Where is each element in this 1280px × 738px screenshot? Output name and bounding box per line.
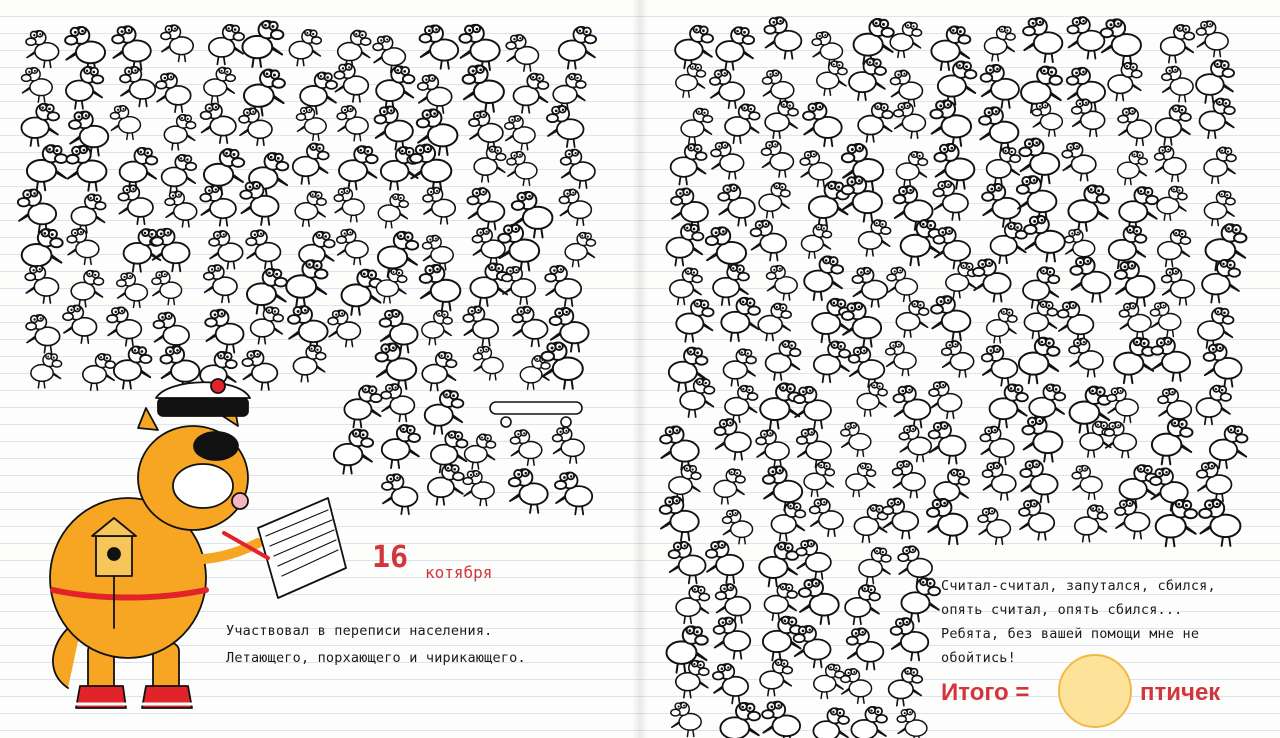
bird-icon — [1150, 303, 1180, 337]
bird-icon — [473, 347, 503, 380]
bird-icon — [67, 146, 107, 191]
bird-icon — [465, 434, 496, 469]
bird-icon — [760, 383, 800, 428]
bird-icon — [66, 67, 103, 109]
bird-icon — [841, 669, 872, 703]
bird-icon — [1200, 99, 1235, 139]
bird-icon — [71, 194, 105, 232]
bird-icon — [1199, 500, 1240, 546]
bird-icon — [242, 21, 283, 67]
bird-icon — [716, 27, 754, 70]
bird-icon — [21, 104, 59, 146]
bird-icon — [382, 474, 418, 514]
bird-icon — [337, 229, 368, 264]
bird-icon — [1022, 417, 1062, 462]
bird-icon — [339, 146, 378, 189]
bird-icon — [767, 266, 798, 300]
bird-icon — [559, 27, 596, 69]
bird-icon — [796, 540, 831, 579]
bird-icon — [505, 116, 535, 150]
bird-icon — [984, 26, 1015, 60]
bird-icon — [762, 70, 793, 105]
bird-icon — [410, 145, 451, 191]
bird-icon — [561, 150, 595, 188]
bird-icon — [669, 542, 706, 583]
bird-icon — [423, 188, 455, 224]
bird-icon — [381, 384, 414, 421]
bird-icon — [376, 269, 406, 303]
bird-icon — [512, 307, 547, 347]
bird-icon — [63, 305, 97, 343]
bird-icon — [459, 25, 499, 70]
bird-icon — [162, 155, 197, 194]
bird-icon — [1108, 63, 1142, 101]
bird-icon — [720, 703, 760, 738]
bird-icon — [1114, 338, 1154, 383]
bird-icon — [929, 422, 966, 463]
bird-icon — [297, 107, 327, 140]
bird-icon — [849, 59, 886, 100]
bird-icon — [428, 464, 464, 504]
bird-icon — [1105, 422, 1137, 458]
bird-icon — [375, 107, 413, 150]
diary-date-month: котября — [425, 563, 493, 582]
bird-icon — [1161, 25, 1195, 63]
bird-icon — [723, 349, 756, 386]
bird-icon — [725, 104, 760, 143]
bird-icon — [469, 111, 503, 149]
bird-icon — [676, 300, 713, 342]
bird-icon — [942, 341, 974, 377]
bird-icon — [980, 427, 1014, 465]
bird-icon — [799, 579, 839, 624]
bird-icon — [425, 391, 464, 434]
bird-icon — [1196, 60, 1234, 103]
bird-icon — [760, 659, 792, 695]
bird-icon — [1072, 99, 1105, 136]
bird-icon — [201, 104, 236, 144]
bird-icon — [1162, 268, 1195, 305]
bird-icon — [71, 271, 103, 307]
bird-icon — [18, 190, 56, 233]
bird-icon — [1062, 143, 1096, 181]
bird-icon — [67, 229, 99, 265]
bird-icon — [751, 221, 787, 261]
bird-icon — [165, 191, 197, 227]
left-caption-line-2: Летающего, порхающего и чирикающего. — [226, 650, 526, 666]
bird-icon — [676, 586, 709, 623]
bird-icon — [797, 429, 831, 467]
bird-icon — [239, 108, 272, 145]
bird-icon — [328, 310, 360, 346]
right-caption-line-1: Считал-считал, запутался, сбился, — [941, 578, 1216, 594]
bird-icon — [1204, 147, 1236, 183]
bird-icon — [545, 266, 581, 306]
bird-icon — [1151, 338, 1190, 381]
bird-icon — [901, 578, 940, 621]
bird-icon — [846, 463, 876, 496]
bird-icon — [889, 668, 923, 706]
bird-icon — [1162, 67, 1193, 102]
bird-icon — [671, 703, 701, 737]
bird-icon — [26, 315, 60, 353]
bird-icon — [513, 74, 548, 113]
bird-icon — [845, 585, 880, 624]
total-label: Итого = — [941, 679, 1030, 706]
bird-icon — [334, 188, 364, 222]
bird-icon — [857, 382, 887, 416]
bird-icon — [1118, 108, 1151, 145]
bird-icon — [669, 465, 701, 501]
bird-icon — [420, 25, 459, 68]
bird-icon — [804, 256, 843, 300]
bird-icon — [204, 265, 237, 302]
bird-icon — [1204, 344, 1242, 387]
bird-icon — [812, 32, 842, 66]
skateboard — [490, 402, 582, 427]
right-caption-line-4: обойтись! — [941, 650, 1016, 666]
bird-icon — [422, 352, 456, 390]
bird-icon — [890, 22, 921, 57]
bird-icon — [1019, 500, 1054, 540]
bird-icon — [152, 271, 182, 304]
bird-icon — [800, 151, 832, 187]
bird-icon — [559, 189, 591, 225]
bird-icon — [338, 31, 371, 68]
bird-icon — [1069, 339, 1103, 377]
bird-icon — [1019, 338, 1060, 384]
bird-icon — [120, 148, 158, 190]
bird-icon — [933, 181, 968, 220]
bird-icon — [376, 344, 417, 390]
bird-icon — [553, 74, 586, 111]
bird-icon — [1196, 21, 1228, 57]
bird-icon — [1080, 422, 1112, 458]
right-caption-line-2: опять считал, опять сбился... — [941, 602, 1183, 618]
bird-icon — [890, 70, 922, 106]
bird-icon — [851, 707, 887, 738]
bird-icon — [716, 584, 751, 623]
bird-icon — [990, 384, 1028, 427]
bird-icon — [1156, 105, 1191, 145]
bird-icon — [987, 309, 1017, 343]
bird-icon — [1070, 257, 1110, 302]
bird-icon — [666, 224, 703, 265]
bird-icon — [1032, 102, 1062, 136]
bird-icon — [342, 270, 382, 315]
bird-icon — [764, 17, 801, 58]
bird-icon — [721, 298, 760, 341]
bird-icon — [671, 144, 707, 184]
bird-icon — [152, 229, 190, 272]
bird-icon — [801, 224, 831, 258]
bird-icon — [205, 310, 243, 353]
bird-icon — [1158, 230, 1191, 267]
bird-icon — [987, 147, 1021, 185]
bird-icon — [810, 499, 843, 536]
bird-icon — [507, 152, 537, 186]
bird-icon — [761, 141, 793, 177]
bird-icon — [288, 306, 328, 350]
bird-icon — [759, 543, 798, 587]
bird-icon — [981, 65, 1019, 108]
bird-icon — [897, 709, 927, 738]
bird-icon — [1202, 260, 1240, 303]
bird-icon — [1156, 500, 1197, 546]
bird-icon — [161, 25, 193, 61]
bird-icon — [247, 269, 287, 314]
bird-icon — [713, 664, 748, 704]
bird-icon — [472, 228, 505, 265]
bird-icon — [706, 541, 743, 583]
bird-icon — [565, 233, 595, 267]
bird-icon — [891, 618, 929, 660]
bird-icon — [813, 708, 849, 738]
bird-icon — [420, 265, 461, 311]
bird-icon — [983, 463, 1016, 500]
bird-icon — [675, 26, 713, 69]
bird-icon — [65, 27, 105, 72]
bird-icon — [378, 194, 408, 228]
bird-icon — [715, 419, 751, 460]
bird-icon — [714, 618, 751, 659]
bird-icon — [1210, 426, 1248, 468]
bird-icon — [723, 510, 753, 544]
bird-icon — [896, 301, 928, 337]
bird-icon — [883, 499, 919, 539]
bird-icon — [382, 425, 420, 468]
bird-icon — [156, 73, 191, 112]
bird-icon — [334, 64, 368, 102]
bird-icon — [474, 146, 506, 182]
bird-icon — [842, 303, 881, 347]
bird-icon — [418, 75, 452, 113]
bird-icon — [117, 273, 148, 307]
bird-icon — [766, 341, 801, 380]
bird-icon — [676, 64, 706, 97]
bird-icon — [894, 103, 926, 139]
bird-icon — [676, 661, 709, 698]
bird-icon — [1072, 466, 1102, 500]
bird-icon — [758, 304, 791, 341]
bird-icon — [1119, 303, 1151, 339]
bird-icon — [794, 387, 831, 428]
bird-icon — [660, 426, 699, 469]
bird-icon — [804, 462, 834, 496]
bird-icon — [1204, 191, 1235, 225]
bird-icon — [681, 109, 712, 144]
bird-icon — [470, 263, 508, 306]
bird-icon — [124, 229, 162, 272]
bird-icon — [1152, 419, 1193, 465]
bird-icon — [289, 30, 321, 66]
bird-icon — [120, 67, 155, 107]
bird-icon — [1101, 19, 1141, 64]
bird-icon — [710, 70, 744, 108]
bird-icon — [164, 115, 195, 150]
bird-icon — [849, 347, 885, 387]
bird-icon — [991, 223, 1027, 264]
bird-icon — [463, 471, 494, 506]
bird-icon — [756, 430, 789, 467]
bird-icon — [1075, 505, 1108, 542]
bird-icon — [463, 307, 498, 346]
bird-icon — [1115, 500, 1150, 539]
bird-icon — [27, 145, 67, 190]
bird-icon — [1119, 187, 1158, 230]
bird-icon — [892, 461, 925, 498]
answer-circle[interactable] — [1058, 654, 1132, 728]
bird-icon — [209, 231, 243, 269]
bird-icon — [938, 61, 977, 104]
bird-icon — [295, 192, 326, 227]
bird-icon — [711, 142, 744, 179]
bird-icon — [1024, 301, 1057, 338]
bird-icon — [376, 66, 414, 109]
bird-icon — [1196, 386, 1231, 425]
bird-icon — [463, 66, 504, 112]
bird-icon — [107, 307, 141, 345]
bird-icon — [200, 186, 236, 226]
bird-icon — [1058, 302, 1094, 342]
bird-icon — [251, 307, 284, 344]
bird-icon — [859, 548, 891, 584]
bird-icon — [1115, 262, 1155, 306]
bird-icon — [1198, 308, 1234, 348]
bird-icon — [246, 230, 280, 268]
bird-icon — [896, 152, 927, 187]
bird-icon — [814, 342, 850, 383]
bird-icon — [765, 101, 798, 138]
bird-icon — [978, 508, 1010, 544]
bird-icon — [25, 266, 58, 303]
bird-icon — [110, 106, 140, 140]
bird-icon — [286, 260, 327, 306]
diary-date-day: 16 — [372, 540, 409, 575]
bird-icon — [859, 220, 891, 256]
bird-icon — [887, 267, 917, 301]
bird-icon — [509, 469, 548, 513]
bird-icon — [547, 106, 584, 147]
bird-icon — [467, 188, 504, 229]
bird-icon — [1068, 185, 1109, 231]
bird-icon — [422, 311, 452, 345]
bird-icon — [506, 35, 538, 71]
bird-icon — [714, 469, 745, 504]
bird-icon — [973, 259, 1011, 301]
right-caption-line-3: Ребята, без вашей помощи мне не — [941, 626, 1200, 642]
bird-icon — [337, 106, 368, 141]
bird-icon — [502, 267, 535, 304]
bird-icon — [982, 346, 1018, 386]
bird-icon — [929, 382, 962, 419]
bird-icon — [553, 428, 585, 464]
left-caption-line-1: Участвовал в переписи населения. — [226, 623, 493, 639]
bird-icon — [22, 68, 53, 102]
bird-icon — [1155, 146, 1186, 181]
bird-icon — [886, 342, 916, 376]
bird-icon — [660, 497, 699, 541]
bird-icon — [764, 584, 797, 621]
bird-icon — [893, 386, 930, 427]
bird-icon — [982, 184, 1020, 227]
bird-icon — [841, 423, 871, 457]
bird-icon — [927, 499, 967, 544]
bird-icon — [759, 183, 790, 218]
bird-icon — [1024, 216, 1065, 262]
bird-icon — [771, 503, 805, 541]
bird-icon — [817, 61, 847, 95]
bird-icon — [26, 31, 59, 68]
bird-icon — [112, 26, 151, 69]
bird-icon — [555, 473, 592, 515]
bird-icon — [814, 664, 844, 698]
bird-icon — [931, 296, 970, 340]
bird-icon — [847, 628, 884, 669]
bird-icon — [1023, 18, 1062, 62]
bird-icon — [899, 426, 931, 462]
total-unit: птичек — [1140, 679, 1221, 706]
bird-icon — [762, 702, 800, 738]
bird-icon — [118, 185, 153, 224]
bird-icon — [209, 25, 244, 65]
bird-icon — [1067, 17, 1104, 58]
bird-icon — [1118, 151, 1148, 184]
bird-icon — [725, 386, 758, 423]
bird-icon — [1020, 461, 1057, 503]
bird-icon — [858, 103, 893, 142]
bird-icon — [510, 430, 541, 465]
bird-icon — [946, 263, 977, 298]
bird-icon — [718, 185, 755, 226]
bird-icon — [1107, 388, 1138, 423]
bird-icon — [803, 103, 842, 146]
bird-icon — [979, 107, 1018, 151]
bird-icon — [854, 19, 894, 64]
bird-icon — [293, 144, 329, 184]
bird-icon — [1157, 186, 1187, 220]
bird-icon — [930, 100, 971, 146]
bird-icon — [240, 182, 278, 225]
bird-icon — [204, 68, 235, 103]
bird-icon — [852, 268, 887, 307]
